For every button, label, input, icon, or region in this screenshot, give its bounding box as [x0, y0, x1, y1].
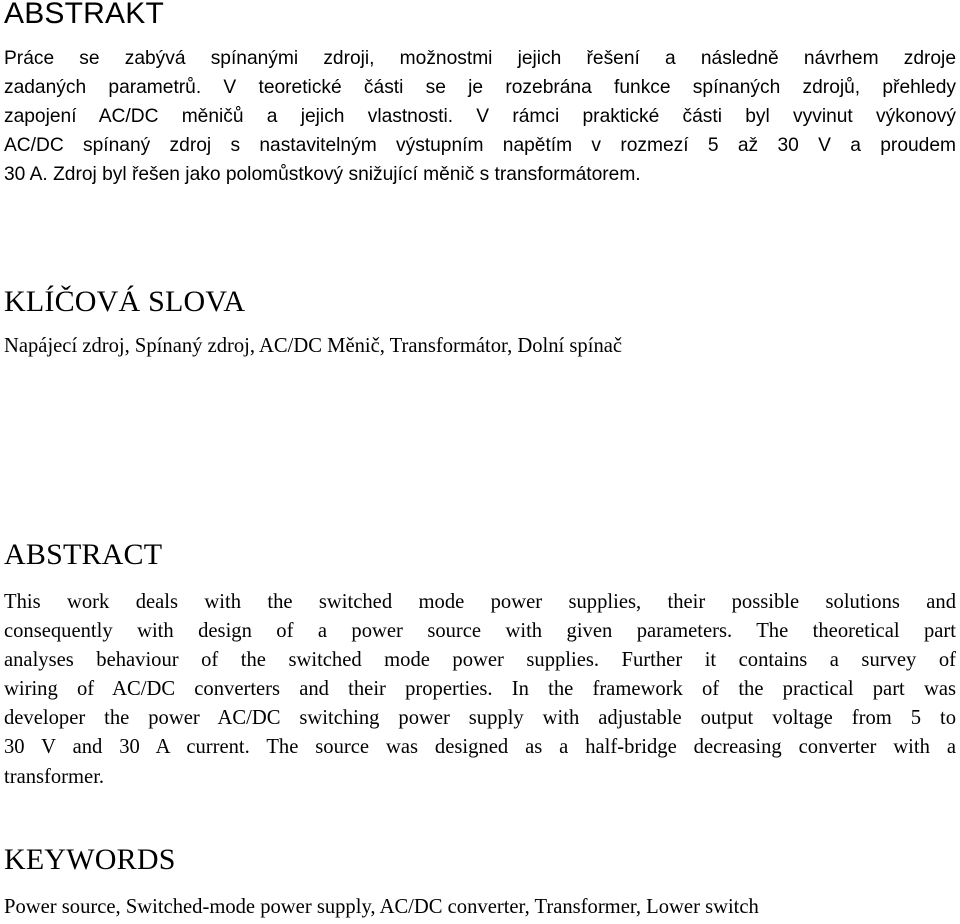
abstract-paragraph: [4, 588, 956, 792]
abstract-line: analyses behaviour of the switched mode power supplies. Further it contains a survey of: [4, 649, 956, 672]
abstrakt-line: 30 A. Zdroj byl řešen jako polomůstkový snižující měnič s transformátorem.: [4, 164, 641, 186]
abstrakt-paragraph: [4, 44, 956, 189]
abstract-heading: ABSTRACT: [4, 538, 163, 571]
abstract-line: developer the power AC/DC switching power supply with adjustable output voltage from 5 to: [4, 707, 956, 730]
klicova-slova-text: Napájecí zdroj, Spínaný zdroj, AC/DC Měnič, Transformátor, Dolní spínač: [4, 335, 623, 357]
abstrakt-line: AC/DC spínaný zdroj s nastavitelným výstupním napětím v rozmezí 5 až 30 V a proudem: [4, 135, 956, 157]
keywords-text: Power source, Switched-mode power supply, AC/DC converter, Transformer, Lower switch: [4, 896, 759, 918]
klicova-slova-heading: KLÍČOVÁ SLOVA: [4, 285, 246, 318]
abstract-line: consequently with design of a power source with given parameters. The theoretical part: [4, 620, 956, 643]
abstract-line: wiring of AC/DC converters and their properties. In the framework of the practical part was: [4, 678, 956, 701]
keywords-heading: KEYWORDS: [4, 843, 176, 876]
abstrakt-heading: ABSTRAKT: [4, 0, 164, 30]
abstract-line: This work deals with the switched mode power supplies, their possible solutions and: [4, 591, 956, 613]
abstract-line: transformer.: [4, 765, 105, 788]
abstrakt-line: zadaných parametrů. V teoretické části se je rozebrána funkce spínaných zdrojů, přehledy: [4, 77, 956, 99]
abstrakt-line: zapojení AC/DC měničů a jejich vlastnosti. V rámci praktické části byl vyvinut výkonový: [4, 106, 956, 128]
abstract-line: 30 V and 30 A current. The source was designed as a half-bridge decreasing converter with a: [4, 736, 956, 759]
abstrakt-line: Práce se zabývá spínanými zdroji, možnostmi jejich řešení a následně návrhem zdroje: [4, 48, 956, 69]
